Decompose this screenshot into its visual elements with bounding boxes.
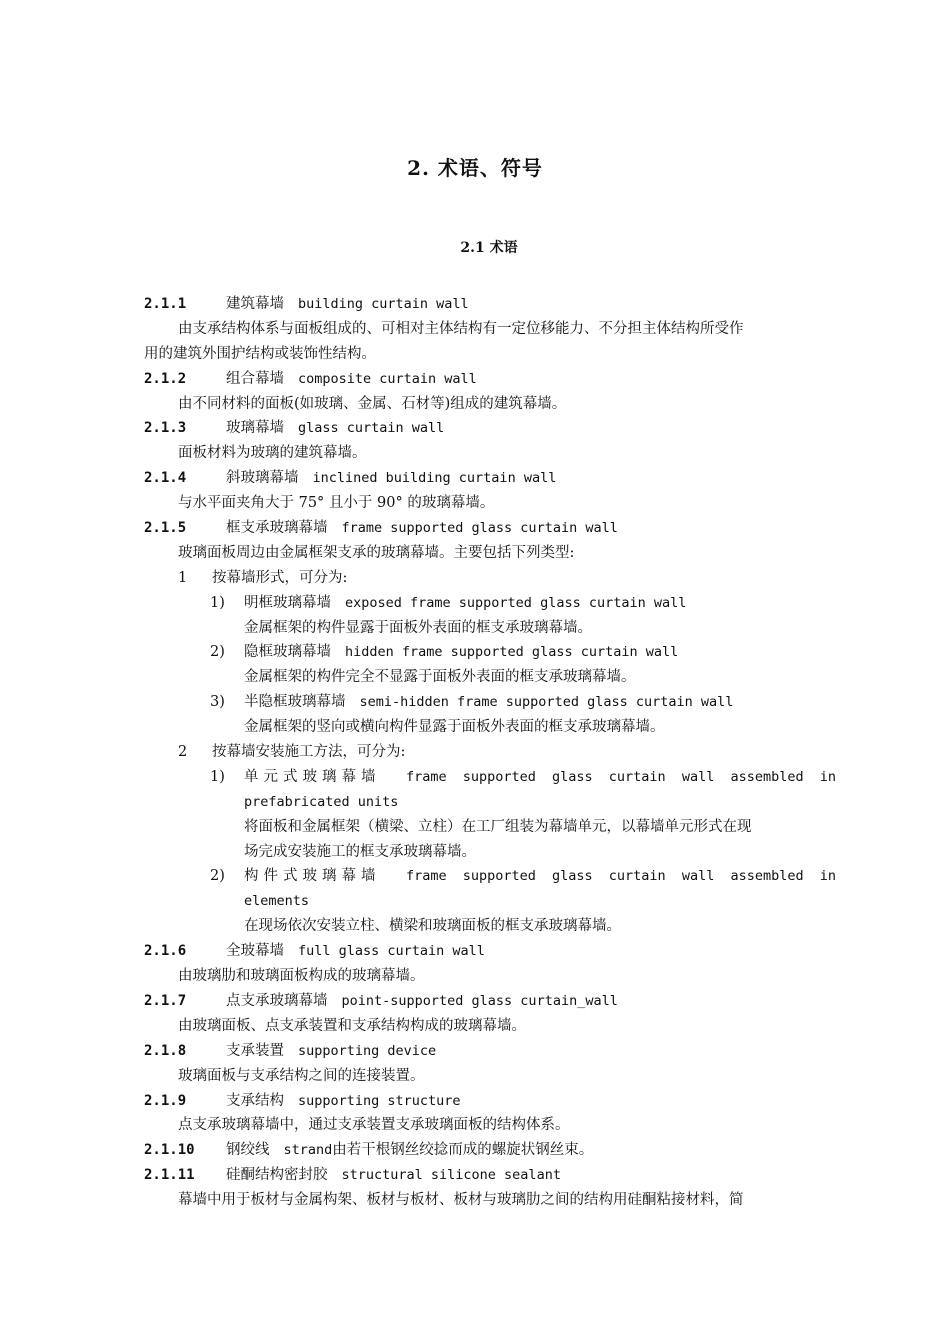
term-heading	[144, 416, 836, 441]
category-label: 按幕墙安装施工方法，可分为:	[212, 744, 406, 761]
term-zh: 硅酮结构密封胶	[226, 1167, 328, 1184]
term-definition: 用的建筑外围护结构或装饰性结构。	[144, 345, 376, 362]
category-number: 2	[178, 744, 188, 761]
term-definition: 面板材料为玻璃的建筑幕墙。	[178, 445, 367, 462]
term-definition: 由若干根钢丝绞捻而成的螺旋状钢丝束。	[332, 1142, 594, 1159]
term-definition: 由玻璃肋和玻璃面板构成的玻璃幕墙。	[178, 968, 425, 985]
subtype-number: 3)	[210, 694, 225, 711]
term-en: building curtain wall	[298, 296, 469, 312]
term-zh: 建筑幕墙	[226, 296, 284, 312]
term-definition: 与水平面夹角大于 75° 且小于 90° 的玻璃幕墙。	[178, 495, 495, 512]
term-definition: 点支承玻璃幕墙中，通过支承装置支承玻璃面板的结构体系。	[178, 1117, 570, 1134]
subtype-zh: 半隐框玻璃幕墙	[244, 694, 346, 711]
term-zh: 支承结构	[226, 1092, 284, 1109]
term-heading	[144, 516, 836, 541]
subtype-definition: 在现场依次安装立柱、横梁和玻璃面板的框支承玻璃幕墙。	[244, 918, 621, 935]
subtype-zh: 隐框玻璃幕墙	[244, 644, 331, 661]
term-zh: 点支承玻璃幕墙	[226, 992, 328, 1009]
term-number: 2.1.10	[144, 1142, 195, 1159]
category-heading	[144, 566, 836, 591]
subtype-definition: 金属框架的构件显露于面板外表面的框支承玻璃幕墙。	[244, 619, 592, 636]
term-number: 2.1.2	[144, 370, 187, 387]
term-heading	[144, 292, 836, 317]
subtype-zh: 构件式玻璃幕墙	[244, 868, 381, 885]
subtype-number: 2)	[210, 868, 225, 885]
term-zh: 全玻幕墙	[226, 943, 284, 960]
term-zh: 斜玻璃幕墙	[226, 470, 299, 487]
term-en: inclined building curtain wall	[312, 470, 557, 487]
term-number: 2.1.7	[144, 992, 187, 1009]
category-heading	[144, 740, 836, 765]
term-zh: 钢绞线	[226, 1142, 270, 1159]
subtype-heading	[144, 765, 836, 790]
term-zh: 框支承玻璃幕墙	[226, 520, 328, 537]
term-zh: 支承装置	[226, 1042, 284, 1059]
subtype-en: hidden frame supported glass curtain wall	[345, 644, 679, 661]
term-number: 2.1.4	[144, 470, 187, 487]
subtype-en: frame supported glass curtain wall assembled in	[405, 868, 836, 885]
term-en: point-supported glass curtain_wall	[341, 992, 618, 1009]
subtype-number: 2)	[210, 644, 225, 661]
term-definition: 由不同材料的面板(如玻璃、金属、石材等)组成的建筑幕墙。	[178, 395, 567, 412]
term-definition: 幕墙中用于板材与金属构架、板材与板材、板材与玻璃肋之间的结构用硅酮粘接材料，简	[178, 1192, 744, 1209]
term-en: glass curtain wall	[298, 420, 445, 437]
term-heading	[144, 1089, 836, 1114]
subtype-heading	[144, 864, 836, 889]
subtype-en-continued	[144, 790, 836, 815]
term-definition: 玻璃面板与支承结构之间的连接装置。	[178, 1067, 425, 1084]
subtype-en: exposed frame supported glass curtain wall	[345, 594, 687, 611]
term-number: 2.1.8	[144, 1042, 187, 1059]
term-number: 2.1.1	[144, 296, 187, 312]
term-en: frame supported glass curtain wall	[341, 520, 618, 537]
term-number: 2.1.9	[144, 1092, 187, 1109]
term-heading	[144, 367, 836, 392]
chapter-title: 2. 术语、符号	[407, 156, 543, 180]
subtype-en: frame supported glass curtain wall assembled in	[405, 768, 836, 785]
term-definition: 由支承结构体系与面板组成的、可相对主体结构有一定位移能力、不分担主体结构所受作	[178, 320, 744, 337]
subtype-heading	[144, 591, 836, 616]
subtype-title-row	[244, 765, 836, 790]
term-en: supporting structure	[298, 1092, 461, 1109]
category-number: 1	[178, 569, 188, 586]
subtype-en: elements	[244, 893, 310, 910]
category-label: 按幕墙形式，可分为:	[212, 569, 348, 586]
term-heading	[144, 1163, 836, 1188]
subtype-heading	[144, 640, 836, 665]
subtype-definition: 金属框架的构件完全不显露于面板外表面的框支承玻璃幕墙。	[244, 669, 636, 686]
term-heading	[144, 1138, 836, 1163]
term-heading	[144, 939, 836, 964]
subtype-en-continued	[144, 889, 836, 914]
term-zh: 玻璃幕墙	[226, 420, 284, 437]
subtype-definition: 将面板和金属框架（横梁、立柱）在工厂组装为幕墙单元，以幕墙单元形式在现	[244, 818, 752, 835]
term-en: strand	[283, 1142, 333, 1159]
subtype-en: semi-hidden frame supported glass curtain wall	[359, 694, 734, 711]
term-en: structural silicone sealant	[341, 1167, 561, 1184]
subtype-zh: 明框玻璃幕墙	[244, 594, 331, 611]
subtype-en: prefabricated units	[244, 793, 399, 810]
term-en: full glass curtain wall	[298, 943, 485, 960]
term-heading	[144, 466, 836, 491]
subtype-definition: 金属框架的竖向或横向构件显露于面板外表面的框支承玻璃幕墙。	[244, 719, 665, 736]
term-heading	[144, 1039, 836, 1064]
subtype-title-row	[244, 864, 836, 889]
term-definition: 玻璃面板周边由金属框架支承的玻璃幕墙。主要包括下列类型:	[178, 544, 575, 561]
term-number: 2.1.11	[144, 1167, 195, 1184]
section-title: 2.1 术语	[460, 240, 518, 256]
term-definition: 由玻璃面板、点支承装置和支承结构构成的玻璃幕墙。	[178, 1017, 526, 1034]
term-number: 2.1.3	[144, 420, 187, 437]
term-number: 2.1.5	[144, 520, 187, 537]
term-zh: 组合幕墙	[226, 370, 284, 387]
subtype-zh: 单元式玻璃幕墙	[244, 768, 381, 785]
subtype-number: 1)	[210, 594, 225, 611]
subtype-definition: 场完成安装施工的框支承玻璃幕墙。	[244, 843, 476, 860]
term-number: 2.1.6	[144, 943, 187, 960]
subtype-number: 1)	[210, 768, 225, 785]
term-heading	[144, 989, 836, 1014]
subtype-heading	[144, 690, 836, 715]
term-en: supporting device	[298, 1042, 437, 1059]
terms-list	[144, 292, 836, 1213]
term-en: composite curtain wall	[298, 370, 477, 387]
